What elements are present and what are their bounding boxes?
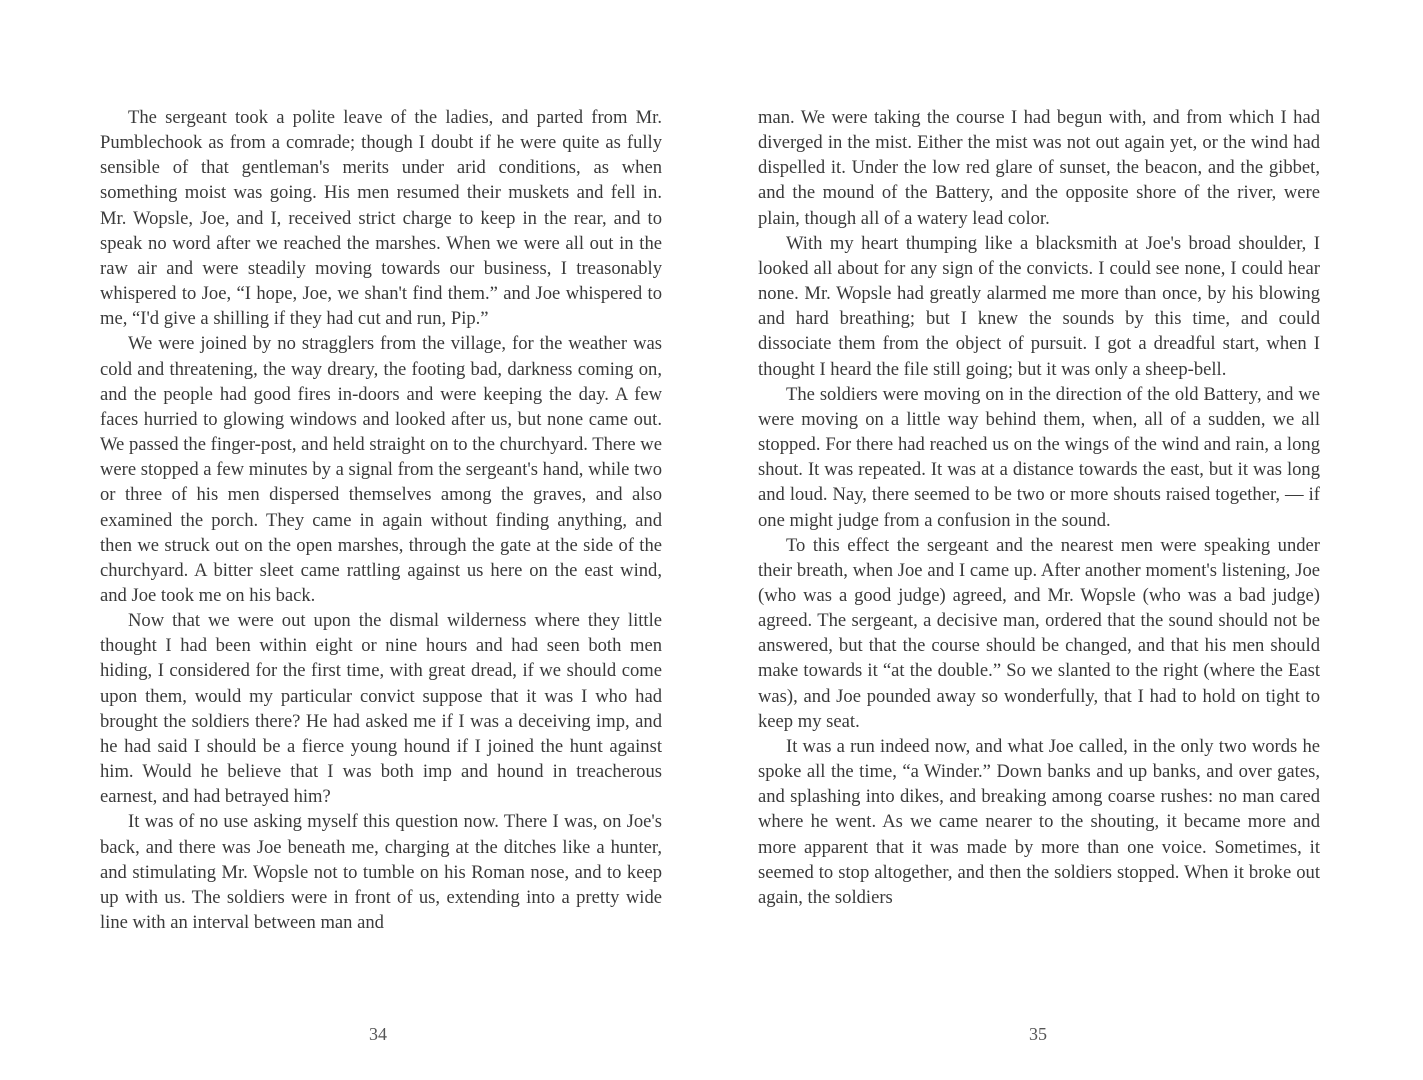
paragraph: With my heart thumping like a blacksmith at Joe's broad shoulder, I looked all about for any sign of the convicts. I could see none, I could hear none. Mr. Wopsle had greatly alarmed me more than once, by his blowing and hard breathing; but I knew the sounds by this time, and could dissociate them from the object of pursuit. I got a dreadful start, when I thought I heard the file still going; but it was only a sheep-bell. <box>758 232 1320 380</box>
paragraph: The sergeant took a polite leave of the ladies, and parted from Mr. Pumblechook as from a comrade; though I doubt if he were quite as fully sensible of that gentleman's merits under arid conditions, as when something moist was going. His men resumed their muskets and fell in. Mr. Wopsle, Joe, and I, received strict charge to keep in the rear, and to speak no word after we reached the marshes. When we were all out in the raw air and were steadily moving towards our business, I treasonably whispered to Joe, “I hope, Joe, we shan't find them.” and Joe whispered to me, “I'd give a shilling if they had cut and run, Pip.” <box>100 107 662 330</box>
right-page-text <box>758 105 1320 910</box>
paragraph: It was of no use asking myself this question now. There I was, on Joe's back, and there was Joe beneath me, charging at the ditches like a hunter, and stimulating Mr. Wopsle not to tumble on his Roman nose, and to keep up with us. The soldiers were in front of us, extending into a pretty wide line with an interval between man and <box>100 811 662 933</box>
paragraph: We were joined by no stragglers from the village, for the weather was cold and threatening, the way dreary, the footing bad, darkness coming on, and the people had good fires in-doors and were keeping the day. A few faces hurried to glowing windows and looked after us, but none came out. We passed the finger-post, and held straight on to the churchyard. There we were stopped a few minutes by a signal from the sergeant's hand, while two or three of his men dispersed themselves among the graves, and also examined the porch. They came in again without finding anything, and then we struck out on the open marshes, through the gate at the side of the churchyard. A bitter sleet came rattling against us here on the east wind, and Joe took me on his back. <box>100 333 662 606</box>
page-number-right: 35 <box>1029 1024 1047 1044</box>
left-page <box>100 105 662 935</box>
paragraph: To this effect the sergeant and the nearest men were speaking under their breath, when Joe and I came up. After another moment's listening, Joe (who was a good judge) agreed, and Mr. Wopsle (who was a bad judge) agreed. The sergeant, a decisive man, ordered that the sound should not be answered, but that the course should be changed, and that his men should make towards it “at the double.” So we slanted to the right (where the East was), and Joe pounded away so wonderfully, that I had to hold on tight to keep my seat. <box>758 534 1320 732</box>
right-page <box>758 105 1320 910</box>
paragraph: It was a run indeed now, and what Joe called, in the only two words he spoke all the time, “a Winder.” Down banks and up banks, and over gates, and splashing into dikes, and breaking among coarse rushes: no man cared where he went. As we came nearer to the shouting, it became more and more apparent that it was made by more than one voice. Sometimes, it seemed to stop altogether, and then the soldiers stopped. When it broke out again, the soldiers <box>758 735 1320 908</box>
page-number-left: 34 <box>369 1024 387 1044</box>
left-page-text <box>100 105 662 935</box>
paragraph: Now that we were out upon the dismal wilderness where they little thought I had been within eight or nine hours and had seen both men hiding, I considered for the first time, with great dread, if we should come upon them, would my particular convict suppose that it was I who had brought the soldiers there? He had asked me if I was a deceiving imp, and he had said I should be a fierce young hound if I joined the hunt against him. Would he believe that I was both imp and hound in treacherous earnest, and had betrayed him? <box>100 610 662 808</box>
paragraph-continuation: man. We were taking the course I had begun with, and from which I had diverged in the mist. Either the mist was not out again yet, or the wind had dispelled it. Under the low red glare of sunset, the beacon, and the gibbet, and the mound of the Battery, and the opposite shore of the river, were plain, though all of a watery lead color. <box>758 107 1320 229</box>
paragraph: The soldiers were moving on in the direction of the old Battery, and we were moving on a little way behind them, when, all of a sudden, we all stopped. For there had reached us on the wings of the wind and rain, a long shout. It was repeated. It was at a distance towards the east, but it was long and loud. Nay, there seemed to be two or more shouts raised together, — if one might judge from a confusion in the sound. <box>758 383 1320 531</box>
